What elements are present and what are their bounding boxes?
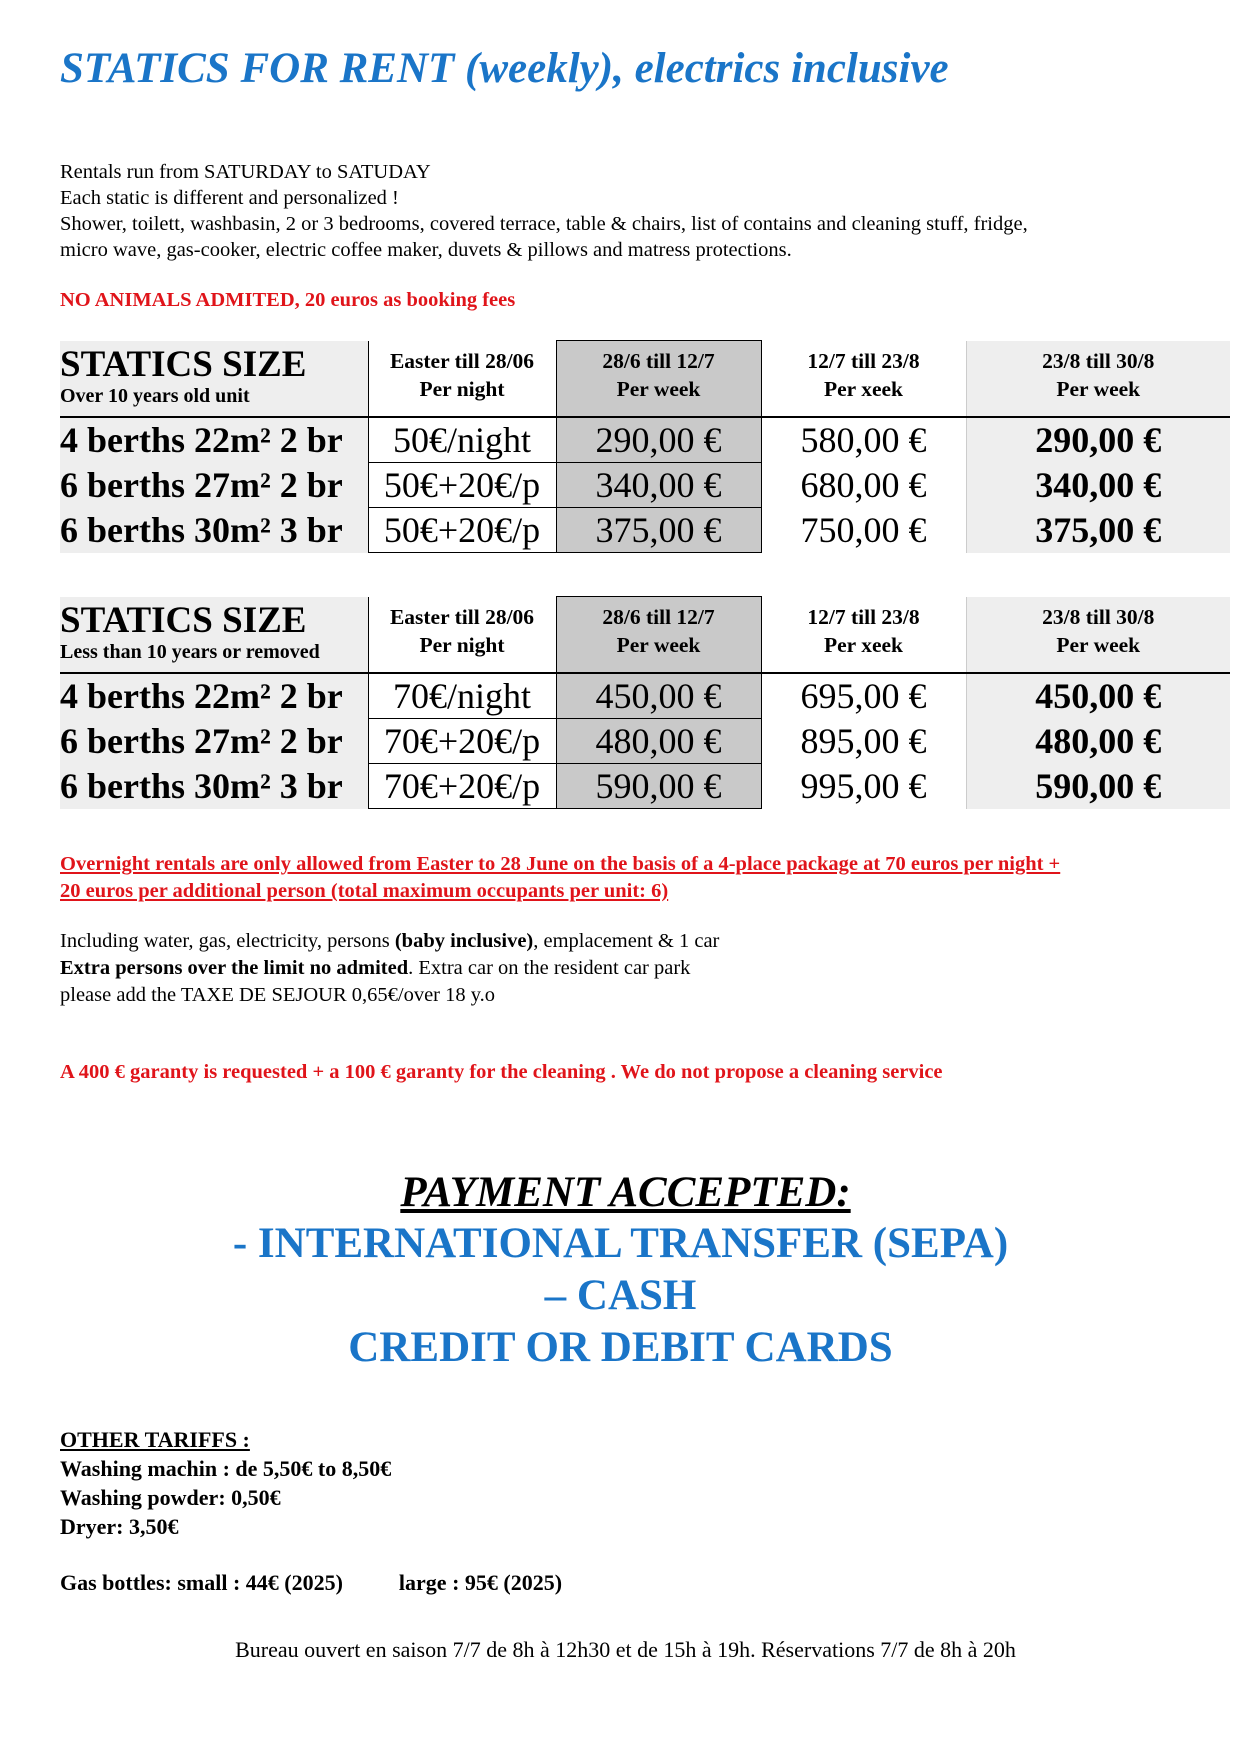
price-july-august: 750,00 € (761, 508, 966, 553)
statics-size-title: STATICS SIZE (60, 343, 307, 385)
price-easter: 50€/night (368, 417, 556, 463)
extra-persons-text: Extra persons over the limit no admited (60, 957, 409, 979)
col-header-late-august (966, 341, 1230, 418)
garanty-notice: A 400 € garanty is requested + a 100 € garanty for the cleaning . We do not propose a cleaning service (60, 1061, 943, 1083)
statics-size-title: STATICS SIZE (60, 599, 307, 641)
col-header-line: 28/6 till 12/7 (602, 349, 715, 373)
overnight-line: Overnight rentals are only allowed from Easter to 28 June on the basis of a 4-place package at 70 euros per night + (60, 853, 1061, 875)
price-july-august: 995,00 € (761, 764, 966, 809)
col-header-line: 12/7 till 23/8 (807, 348, 920, 373)
extra-car-text: . Extra car on the resident car park (408, 957, 691, 979)
price-late-august: 340,00 € (966, 463, 1230, 508)
unit-label: 6 berths 27m² 2 br (60, 719, 368, 764)
payment-method: - INTERNATIONAL TRANSFER (SEPA) (232, 1220, 1009, 1267)
tariff-item: Dryer: 3,50€ (60, 1514, 179, 1539)
col-header-line: Per xeek (824, 632, 903, 657)
price-late-august: 375,00 € (966, 508, 1230, 553)
price-easter: 50€+20€/p (368, 463, 556, 508)
table-row (60, 463, 1230, 508)
table-row (60, 673, 1230, 719)
other-tariffs (60, 1425, 391, 1541)
col-header-line: 23/8 till 30/8 (1042, 348, 1155, 373)
rates-table-old-units (60, 340, 1230, 553)
baby-inclusive-text: (baby inclusive) (394, 930, 534, 952)
col-header-line: Per xeek (824, 376, 903, 401)
price-june-july: 290,00 € (556, 417, 761, 463)
unit-label: 4 berths 22m² 2 br (60, 417, 368, 463)
price-july-august: 695,00 € (761, 673, 966, 719)
office-hours: Bureau ouvert en saison 7/7 de 8h à 12h30 et de 15h à 19h. Réservations 7/7 de 8h à 20h (235, 1637, 1016, 1662)
table-row (60, 508, 1230, 553)
price-june-july: 450,00 € (556, 673, 761, 719)
inclusions-line (60, 928, 719, 955)
no-animals-notice: NO ANIMALS ADMITED, 20 euros as booking fees (60, 289, 516, 311)
overnight-line: 20 euros per additional person (total maximum occupants per unit: 6) (60, 880, 669, 902)
price-june-july: 340,00 € (556, 463, 761, 508)
gas-small-price: Gas bottles: small : 44€ (2025) (60, 1570, 343, 1595)
col-header-july-august (761, 597, 966, 674)
col-header-line: 28/6 till 12/7 (602, 605, 715, 629)
price-late-august: 590,00 € (966, 764, 1230, 809)
price-late-august: 450,00 € (966, 673, 1230, 719)
payment-section (0, 1168, 1241, 1374)
price-easter: 70€/night (368, 673, 556, 719)
intro-line: Each static is different and personalized ! (60, 187, 399, 209)
table-header-row (60, 341, 1230, 418)
statics-size-subtitle: Less than 10 years or removed (60, 640, 320, 663)
table-header-row (60, 597, 1230, 674)
col-header-line: Per week (1056, 632, 1141, 657)
col-header-line: Easter till 28/06 (389, 604, 535, 629)
inclusions-text-part: Including water, gas, electricity, persons (60, 930, 395, 952)
price-late-august: 480,00 € (966, 719, 1230, 764)
price-late-august: 290,00 € (966, 417, 1230, 463)
price-july-august: 895,00 € (761, 719, 966, 764)
statics-size-subtitle: Over 10 years old unit (60, 384, 250, 407)
col-header-late-august (966, 597, 1230, 674)
col-header-line: 12/7 till 23/8 (807, 604, 920, 629)
price-easter: 70€+20€/p (368, 719, 556, 764)
col-header-line: Per week (616, 377, 701, 401)
table-row (60, 764, 1230, 809)
col-header-line: Per night (419, 376, 505, 401)
intro-line: micro wave, gas-cooker, electric coffee maker, duvets & pillows and matress protections. (60, 239, 792, 261)
tariff-item: Washing powder: 0,50€ (60, 1485, 281, 1510)
col-header-july-august (761, 341, 966, 418)
tariff-item: Washing machin : de 5,50€ to 8,50€ (60, 1456, 392, 1481)
table-row (60, 417, 1230, 463)
payment-method: CREDIT OR DEBIT CARDS (348, 1324, 893, 1371)
inclusions-text (60, 928, 719, 1009)
intro-line: Rentals run from SATURDAY to SATUDAY (60, 161, 431, 183)
tax-line: please add the TAXE DE SEJOUR 0,65€/over 18 y.o (60, 984, 496, 1006)
price-easter: 70€+20€/p (368, 764, 556, 809)
payment-method: – CASH (544, 1272, 697, 1319)
payment-heading: PAYMENT ACCEPTED: (400, 1169, 851, 1216)
gas-large-price: large : 95€ (2025) (398, 1570, 563, 1595)
col-header-line: 23/8 till 30/8 (1042, 604, 1155, 629)
col-header-easter (368, 597, 556, 674)
unit-label: 6 berths 30m² 3 br (60, 508, 368, 553)
price-july-august: 580,00 € (761, 417, 966, 463)
unit-label: 6 berths 30m² 3 br (60, 764, 368, 809)
extra-persons-line (60, 955, 719, 982)
col-header-line: Per week (616, 633, 701, 657)
statics-size-header (60, 341, 368, 418)
price-june-july: 590,00 € (556, 764, 761, 809)
statics-size-header (60, 597, 368, 674)
price-june-july: 480,00 € (556, 719, 761, 764)
gas-bottles-line (60, 1570, 562, 1596)
other-tariffs-title: OTHER TARIFFS : (60, 1427, 250, 1452)
rates-table-new-units (60, 596, 1230, 809)
table-row (60, 719, 1230, 764)
col-header-line: Easter till 28/06 (389, 348, 535, 373)
intro-line: Shower, toilett, washbasin, 2 or 3 bedrooms, covered terrace, table & chairs, list of contains and cleaning stuff, fridge, (60, 213, 1028, 235)
inclusions-text-part: , emplacement & 1 car (533, 930, 720, 952)
price-june-july: 375,00 € (556, 508, 761, 553)
col-header-june-july (556, 341, 761, 418)
unit-label: 4 berths 22m² 2 br (60, 673, 368, 719)
page-title: STATICS FOR RENT (weekly), electrics inclusive (60, 45, 949, 92)
intro-text (60, 159, 1210, 263)
price-easter: 50€+20€/p (368, 508, 556, 553)
overnight-rules (60, 851, 1190, 905)
col-header-easter (368, 341, 556, 418)
col-header-june-july (556, 597, 761, 674)
col-header-line: Per week (1056, 376, 1141, 401)
col-header-line: Per night (419, 632, 505, 657)
price-july-august: 680,00 € (761, 463, 966, 508)
unit-label: 6 berths 27m² 2 br (60, 463, 368, 508)
